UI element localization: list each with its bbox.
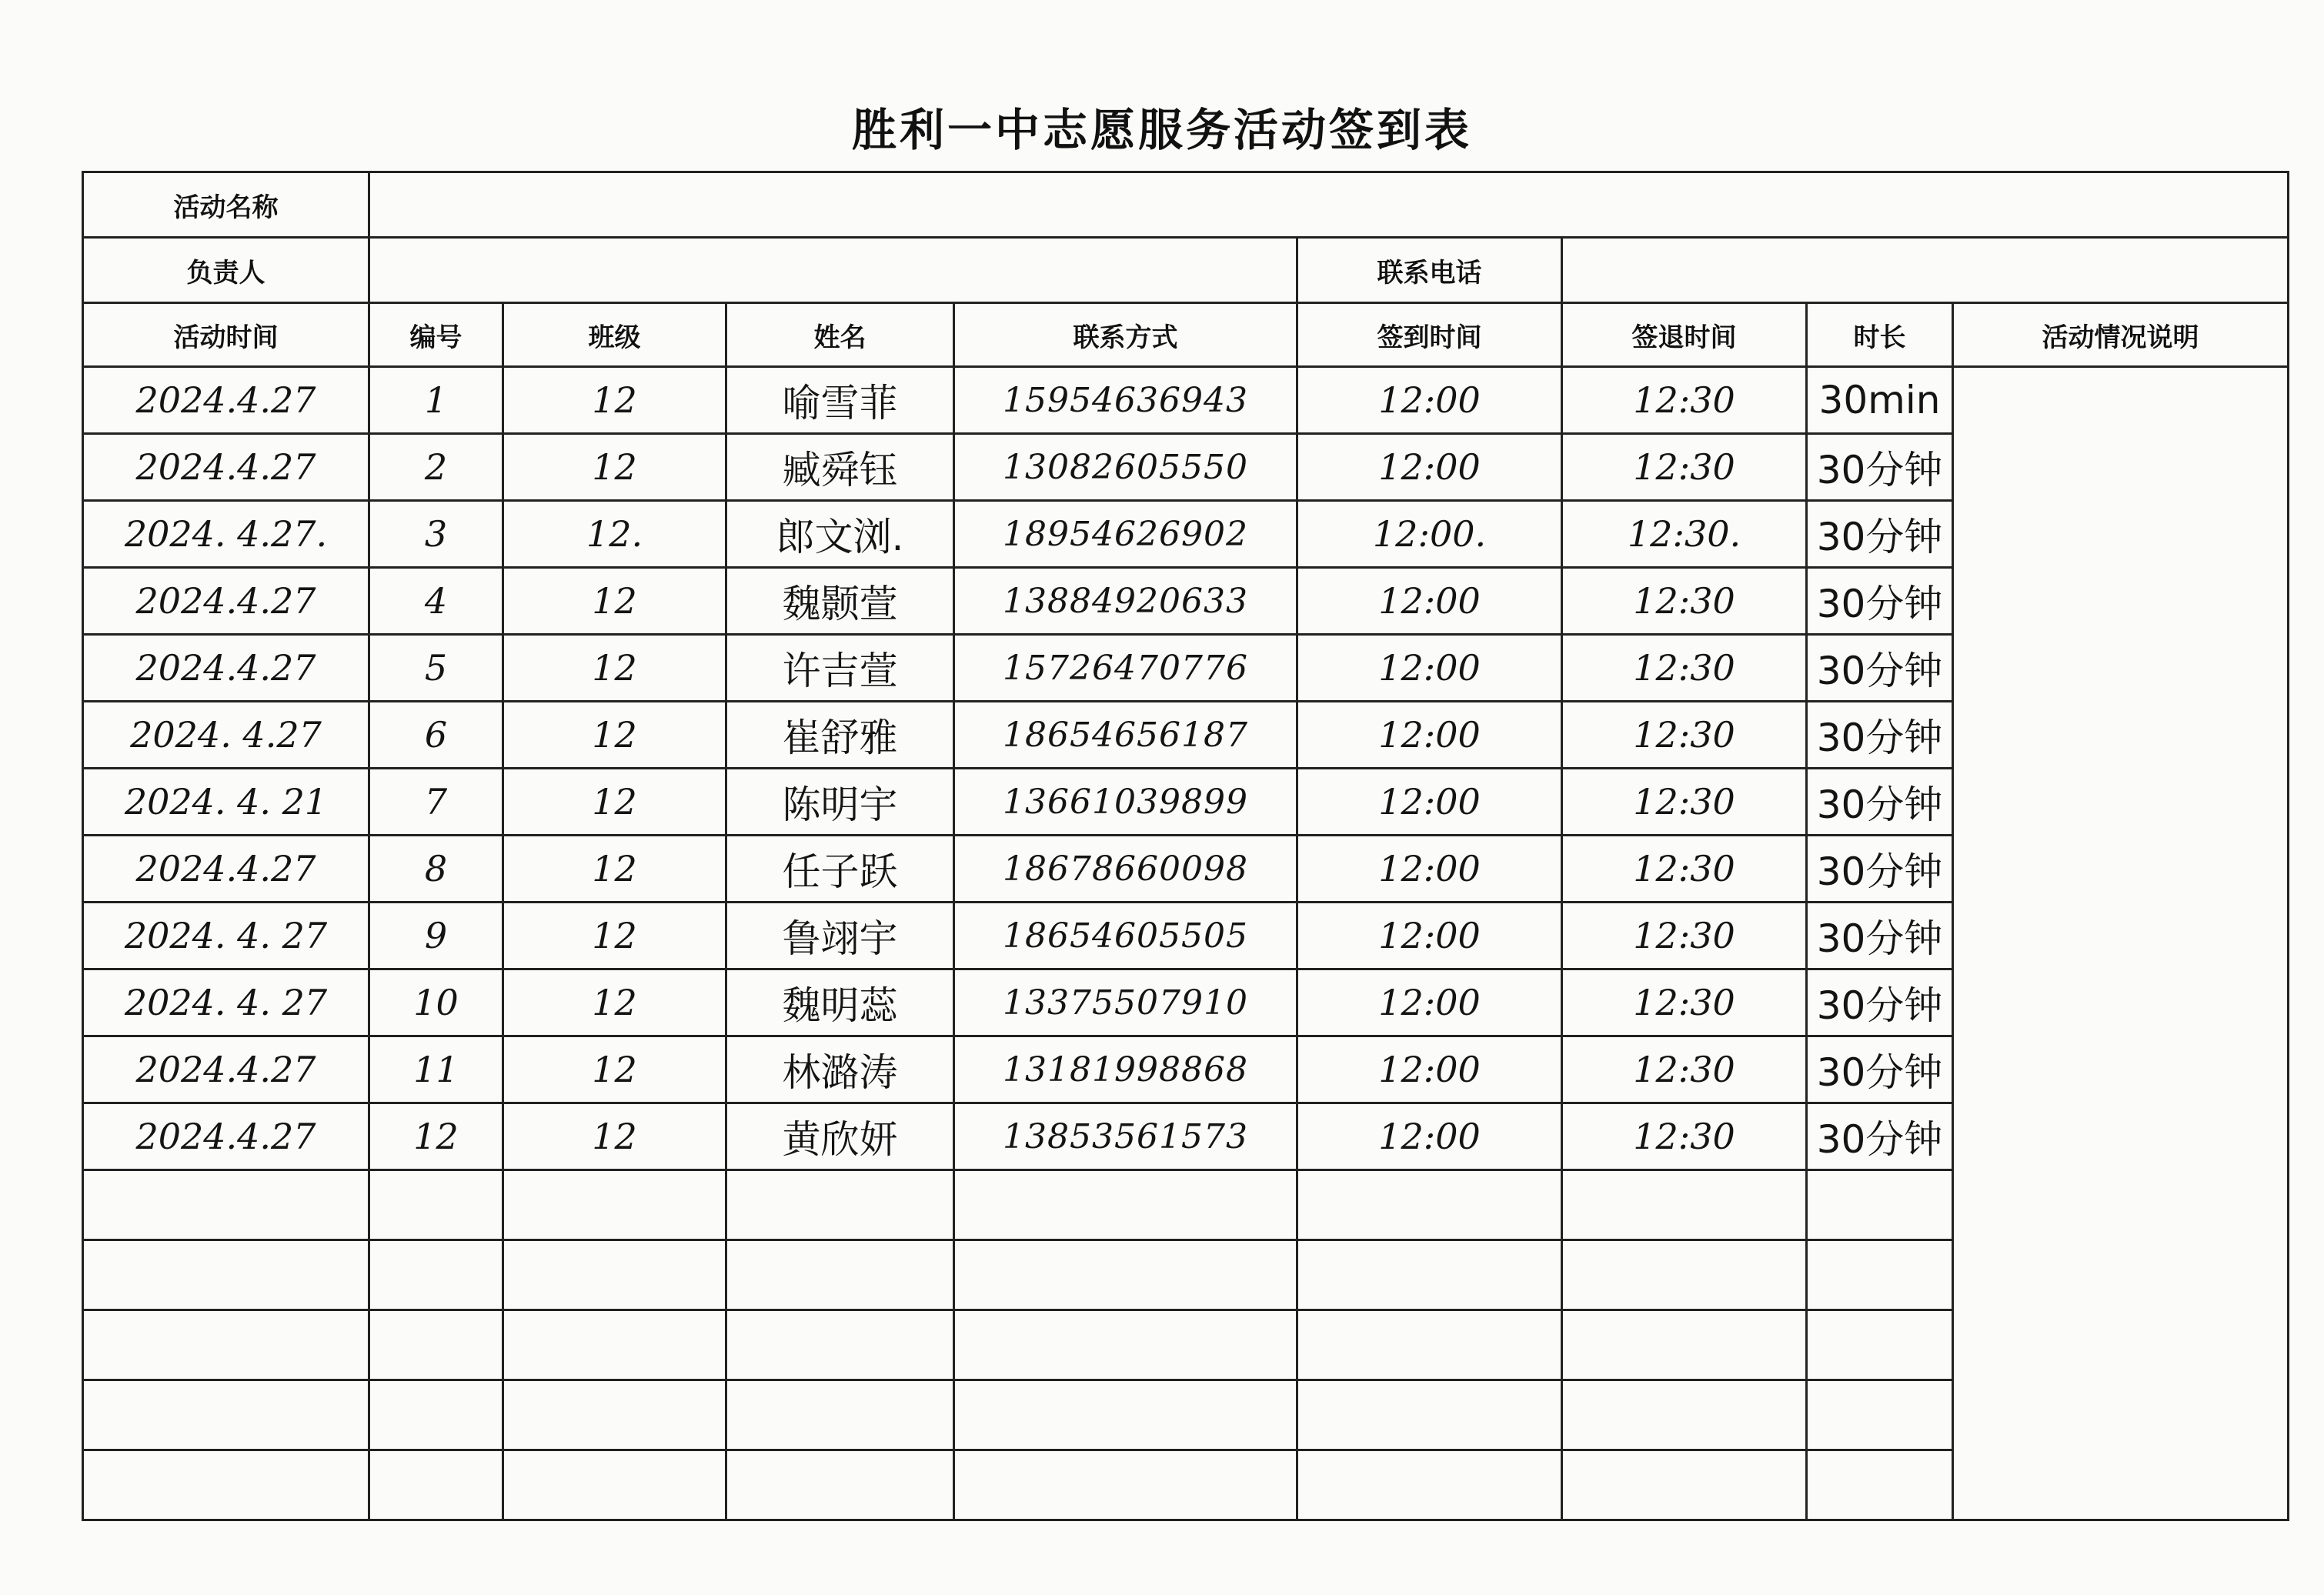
- date-cell: 2024. 4. 27: [83, 969, 369, 1036]
- duration-cell: 30分钟: [1807, 635, 1953, 702]
- col-no-header: 编号: [369, 303, 503, 367]
- col-notes-header: 活动情况说明: [1953, 303, 2289, 367]
- duration-cell: 30min: [1807, 367, 1953, 434]
- date-cell: 2024. 4.27.: [83, 501, 369, 568]
- signout-cell: 12:30.: [1562, 501, 1807, 568]
- empty-cell[interactable]: [954, 1240, 1297, 1310]
- date-cell: 2024.4.27: [83, 1103, 369, 1170]
- empty-cell[interactable]: [83, 1380, 369, 1450]
- no-cell: 9: [369, 903, 503, 969]
- duration-cell: 30分钟: [1807, 434, 1953, 501]
- class-cell: 12.: [503, 501, 726, 568]
- activity-name-label: 活动名称: [83, 172, 369, 238]
- name-cell: 魏明蕊: [726, 969, 954, 1036]
- person-row: [83, 238, 2289, 303]
- empty-cell[interactable]: [83, 1310, 369, 1380]
- empty-cell[interactable]: [1297, 1450, 1562, 1520]
- empty-cell[interactable]: [1562, 1450, 1807, 1520]
- date-cell: 2024.4.27: [83, 1036, 369, 1103]
- phone-cell: 13661039899: [954, 769, 1297, 836]
- empty-cell[interactable]: [1807, 1240, 1953, 1310]
- phone-cell: 13082605550: [954, 434, 1297, 501]
- signout-cell: 12:30: [1562, 702, 1807, 769]
- phone-cell: 18678660098: [954, 836, 1297, 903]
- empty-cell[interactable]: [369, 1310, 503, 1380]
- date-cell: 2024.4.27: [83, 367, 369, 434]
- no-cell: 4: [369, 568, 503, 635]
- empty-cell[interactable]: [503, 1380, 726, 1450]
- col-date-header: 活动时间: [83, 303, 369, 367]
- phone-cell: 15726470776: [954, 635, 1297, 702]
- signin-cell: 12:00: [1297, 434, 1562, 501]
- empty-cell[interactable]: [83, 1450, 369, 1520]
- no-cell: 6: [369, 702, 503, 769]
- signin-cell: 12:00: [1297, 969, 1562, 1036]
- empty-cell[interactable]: [954, 1450, 1297, 1520]
- no-cell: 2: [369, 434, 503, 501]
- person-in-charge-field[interactable]: [369, 238, 1297, 303]
- signin-cell: 12:00: [1297, 367, 1562, 434]
- class-cell: 12: [503, 367, 726, 434]
- empty-cell[interactable]: [1297, 1380, 1562, 1450]
- contact-phone-field[interactable]: [1562, 238, 2289, 303]
- empty-cell[interactable]: [726, 1240, 954, 1310]
- empty-cell[interactable]: [1297, 1240, 1562, 1310]
- date-cell: 2024. 4.27: [83, 702, 369, 769]
- name-cell: 林潞涛: [726, 1036, 954, 1103]
- empty-cell[interactable]: [954, 1170, 1297, 1240]
- signout-cell: 12:30: [1562, 635, 1807, 702]
- page-title: 胜利一中志愿服务活动签到表: [851, 104, 1472, 156]
- person-in-charge-label: 负责人: [83, 238, 369, 303]
- signout-cell: 12:30: [1562, 434, 1807, 501]
- empty-cell[interactable]: [1297, 1310, 1562, 1380]
- signout-cell: 12:30: [1562, 969, 1807, 1036]
- signin-cell: 12:00: [1297, 635, 1562, 702]
- signin-cell: 12:00: [1297, 702, 1562, 769]
- signout-cell: 12:30: [1562, 1036, 1807, 1103]
- phone-cell: 13181998868: [954, 1036, 1297, 1103]
- duration-cell: 30分钟: [1807, 501, 1953, 568]
- empty-cell[interactable]: [1807, 1170, 1953, 1240]
- no-cell: 12: [369, 1103, 503, 1170]
- empty-cell[interactable]: [83, 1240, 369, 1310]
- date-cell: 2024.4.27: [83, 836, 369, 903]
- duration-cell: 30分钟: [1807, 769, 1953, 836]
- class-cell: 12: [503, 769, 726, 836]
- empty-cell[interactable]: [1562, 1170, 1807, 1240]
- duration-cell: 30分钟: [1807, 1036, 1953, 1103]
- name-cell: 许吉萱: [726, 635, 954, 702]
- table-row: [83, 367, 2289, 434]
- duration-cell: 30分钟: [1807, 1103, 1953, 1170]
- date-cell: 2024.4.27: [83, 434, 369, 501]
- col-name-header: 姓名: [726, 303, 954, 367]
- duration-cell: 30分钟: [1807, 969, 1953, 1036]
- date-cell: 2024. 4. 27: [83, 903, 369, 969]
- name-cell: 喻雪菲: [726, 367, 954, 434]
- class-cell: 12: [503, 836, 726, 903]
- duration-cell: 30分钟: [1807, 836, 1953, 903]
- no-cell: 8: [369, 836, 503, 903]
- name-cell: 郎文浏.: [726, 501, 954, 568]
- no-cell: 10: [369, 969, 503, 1036]
- signin-cell: 12:00: [1297, 568, 1562, 635]
- duration-cell: 30分钟: [1807, 702, 1953, 769]
- duration-cell: 30分钟: [1807, 568, 1953, 635]
- phone-cell: 18654656187: [954, 702, 1297, 769]
- class-cell: 12: [503, 903, 726, 969]
- empty-cell[interactable]: [369, 1240, 503, 1310]
- column-header-row: [83, 303, 2289, 367]
- signin-cell: 12:00: [1297, 836, 1562, 903]
- no-cell: 11: [369, 1036, 503, 1103]
- empty-cell[interactable]: [1807, 1380, 1953, 1450]
- signout-cell: 12:30: [1562, 367, 1807, 434]
- phone-cell: 18954626902: [954, 501, 1297, 568]
- activity-name-row: [83, 172, 2289, 238]
- name-cell: 黄欣妍: [726, 1103, 954, 1170]
- col-class-header: 班级: [503, 303, 726, 367]
- empty-cell[interactable]: [954, 1380, 1297, 1450]
- name-cell: 崔舒雅: [726, 702, 954, 769]
- signout-cell: 12:30: [1562, 903, 1807, 969]
- signin-cell: 12:00: [1297, 1036, 1562, 1103]
- empty-cell[interactable]: [1297, 1170, 1562, 1240]
- duration-cell: 30分钟: [1807, 903, 1953, 969]
- name-cell: 陈明宇: [726, 769, 954, 836]
- class-cell: 12: [503, 702, 726, 769]
- phone-cell: 13375507910: [954, 969, 1297, 1036]
- class-cell: 12: [503, 568, 726, 635]
- signin-cell: 12:00.: [1297, 501, 1562, 568]
- no-cell: 7: [369, 769, 503, 836]
- empty-cell[interactable]: [369, 1380, 503, 1450]
- empty-cell[interactable]: [503, 1240, 726, 1310]
- empty-cell[interactable]: [1807, 1310, 1953, 1380]
- col-duration-header: 时长: [1807, 303, 1953, 367]
- class-cell: 12: [503, 1036, 726, 1103]
- signout-cell: 12:30: [1562, 568, 1807, 635]
- activity-name-field[interactable]: [369, 172, 2289, 238]
- empty-cell[interactable]: [503, 1310, 726, 1380]
- empty-cell[interactable]: [503, 1450, 726, 1520]
- empty-cell[interactable]: [369, 1450, 503, 1520]
- col-contact-header: 联系方式: [954, 303, 1297, 367]
- empty-cell[interactable]: [726, 1380, 954, 1450]
- empty-cell[interactable]: [726, 1310, 954, 1380]
- empty-cell[interactable]: [83, 1170, 369, 1240]
- phone-cell: 13853561573: [954, 1103, 1297, 1170]
- notes-cell[interactable]: [1953, 367, 2289, 1520]
- signin-cell: 12:00: [1297, 1103, 1562, 1170]
- empty-cell[interactable]: [503, 1170, 726, 1240]
- empty-cell[interactable]: [726, 1450, 954, 1520]
- signout-cell: 12:30: [1562, 769, 1807, 836]
- col-signout-header: 签退时间: [1562, 303, 1807, 367]
- name-cell: 魏颢萱: [726, 568, 954, 635]
- date-cell: 2024.4.27: [83, 635, 369, 702]
- no-cell: 5: [369, 635, 503, 702]
- phone-cell: 13884920633: [954, 568, 1297, 635]
- signin-table: [82, 171, 2289, 1521]
- col-signin-header: 签到时间: [1297, 303, 1562, 367]
- no-cell: 3: [369, 501, 503, 568]
- empty-cell[interactable]: [369, 1170, 503, 1240]
- class-cell: 12: [503, 1103, 726, 1170]
- name-cell: 任子跃: [726, 836, 954, 903]
- signout-cell: 12:30: [1562, 836, 1807, 903]
- no-cell: 1: [369, 367, 503, 434]
- phone-cell: 15954636943: [954, 367, 1297, 434]
- name-cell: 鲁翊宇: [726, 903, 954, 969]
- empty-cell[interactable]: [954, 1310, 1297, 1380]
- empty-cell[interactable]: [1562, 1240, 1807, 1310]
- signin-cell: 12:00: [1297, 769, 1562, 836]
- empty-cell[interactable]: [1807, 1450, 1953, 1520]
- class-cell: 12: [503, 635, 726, 702]
- empty-cell[interactable]: [1562, 1310, 1807, 1380]
- signout-cell: 12:30: [1562, 1103, 1807, 1170]
- empty-cell[interactable]: [726, 1170, 954, 1240]
- name-cell: 臧舜钰: [726, 434, 954, 501]
- signin-cell: 12:00: [1297, 903, 1562, 969]
- class-cell: 12: [503, 434, 726, 501]
- phone-cell: 18654605505: [954, 903, 1297, 969]
- empty-cell[interactable]: [1562, 1380, 1807, 1450]
- date-cell: 2024.4.27: [83, 568, 369, 635]
- class-cell: 12: [503, 969, 726, 1036]
- date-cell: 2024. 4. 21: [83, 769, 369, 836]
- contact-phone-label: 联系电话: [1297, 238, 1562, 303]
